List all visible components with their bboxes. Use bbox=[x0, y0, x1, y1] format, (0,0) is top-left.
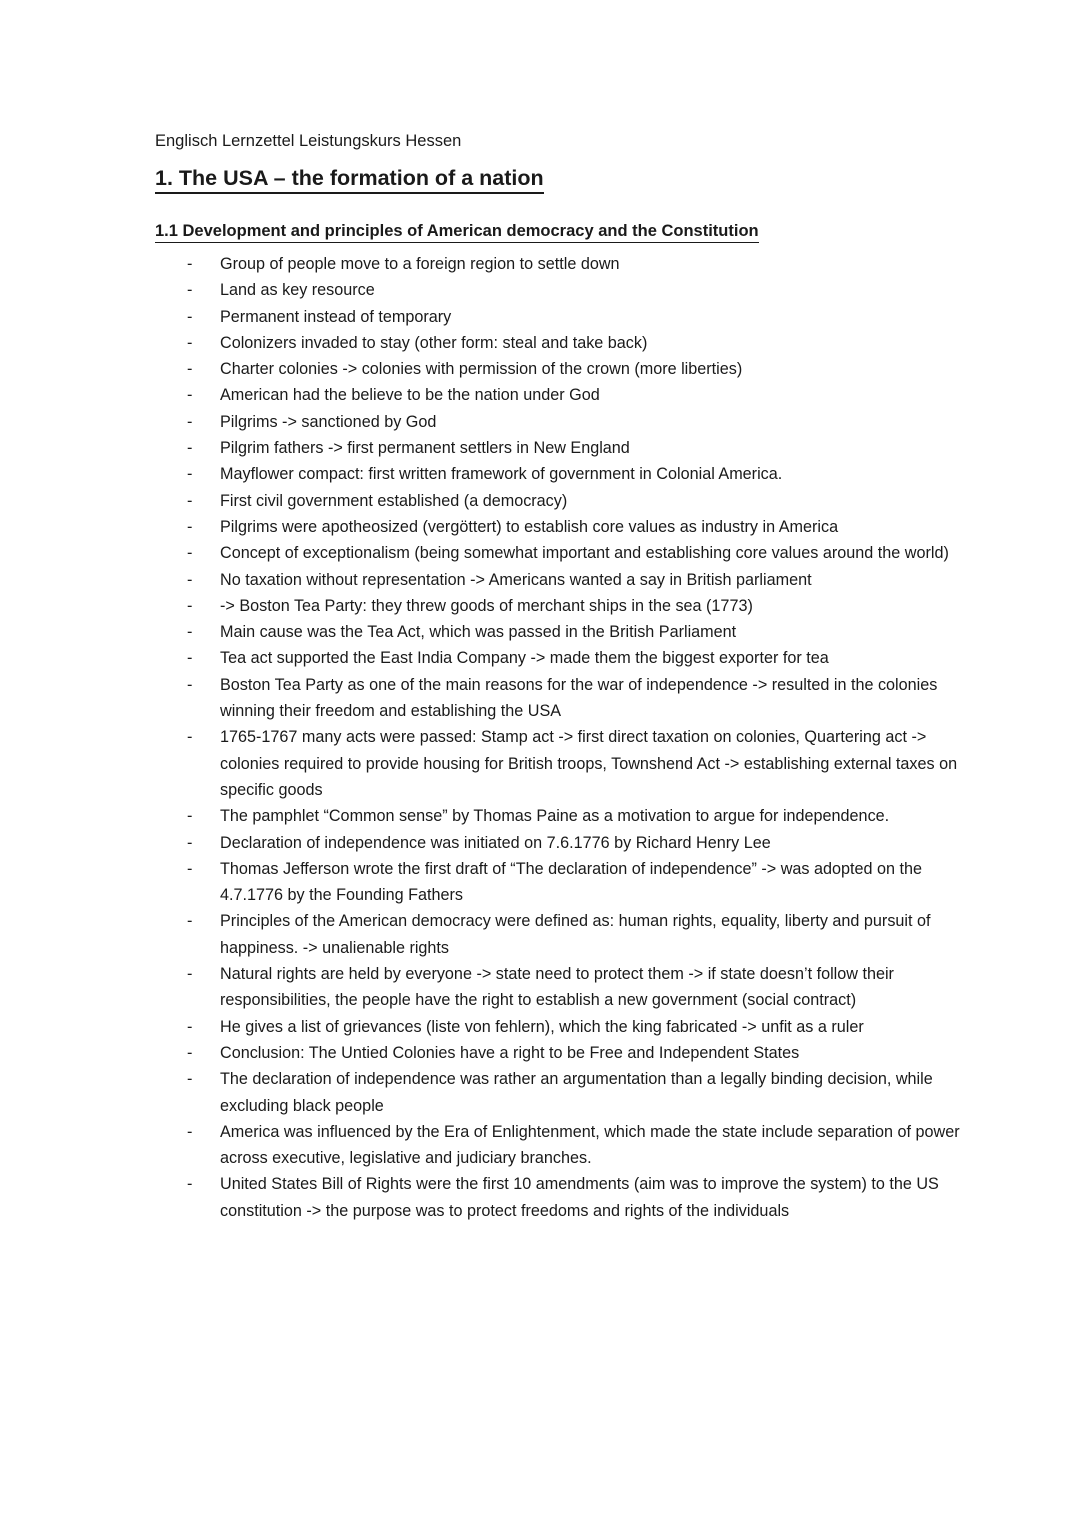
list-item bbox=[155, 593, 976, 619]
list-item bbox=[155, 830, 976, 856]
list-item bbox=[155, 277, 976, 303]
list-item bbox=[155, 356, 976, 382]
bullet-text: Colonizers invaded to stay (other form: steal and take back) bbox=[220, 333, 648, 352]
bullet-dash: - bbox=[187, 255, 193, 273]
bullet-text: Main cause was the Tea Act, which was passed in the British Parliament bbox=[220, 623, 737, 642]
list-item bbox=[155, 567, 976, 593]
bullet-dash: - bbox=[187, 412, 193, 431]
bullet-text: First civil government established (a democracy) bbox=[220, 491, 568, 510]
list-item bbox=[155, 856, 976, 909]
bullet-dash: - bbox=[187, 360, 193, 379]
bullet-text: Natural rights are held by everyone -> state need to protect them -> if state doesn’t follow their responsibilities, the people have the right to establish a new government (social contract) bbox=[220, 965, 894, 1010]
list-item bbox=[155, 672, 976, 725]
list-item bbox=[155, 619, 976, 645]
bullet-text: The declaration of independence was rather an argumentation than a legally binding decision, while excluding black people bbox=[220, 1070, 933, 1115]
list-item bbox=[155, 488, 976, 514]
bullet-text: Boston Tea Party as one of the main reasons for the war of independence -> resulted in the colonies winning their freedom and establishing the USA bbox=[220, 675, 938, 721]
bullet-dash: - bbox=[187, 439, 193, 458]
list-item bbox=[155, 409, 976, 435]
bullet-text: Charter colonies -> colonies with permission of the crown (more liberties) bbox=[220, 360, 743, 379]
bullet-dash: - bbox=[187, 649, 193, 668]
bullet-dash: - bbox=[187, 386, 193, 405]
bullet-dash: - bbox=[187, 1122, 193, 1141]
bullet-dash: - bbox=[187, 517, 193, 536]
list-item bbox=[155, 1014, 976, 1040]
list-item bbox=[155, 724, 976, 803]
heading-1-wrapper bbox=[155, 164, 976, 208]
bullet-text: Tea act supported the East India Company -> made them the biggest exporter for tea bbox=[220, 649, 829, 668]
bullet-dash: - bbox=[187, 465, 193, 484]
bullet-dash: - bbox=[187, 623, 193, 642]
bullet-dash: - bbox=[187, 859, 193, 878]
list-item bbox=[155, 382, 976, 408]
bullet-dash: - bbox=[187, 965, 193, 984]
document-subtitle: Englisch Lernzettel Leistungskurs Hessen bbox=[155, 132, 462, 150]
list-item bbox=[155, 961, 976, 1014]
bullet-dash: - bbox=[187, 807, 193, 826]
bullet-text: American had the believe to be the nation under God bbox=[220, 386, 600, 405]
bullet-dash: - bbox=[187, 281, 193, 300]
list-item bbox=[155, 514, 976, 540]
bullet-text: Group of people move to a foreign region to settle down bbox=[220, 255, 620, 273]
bullet-text: United States Bill of Rights were the first 10 amendments (aim was to improve the system) to the US constitution -> the purpose was to protect freedoms and rights of the individuals bbox=[220, 1175, 939, 1220]
bullet-dash: - bbox=[187, 307, 193, 326]
bullet-text: Land as key resource bbox=[220, 281, 375, 300]
bullet-dash: - bbox=[187, 333, 193, 352]
bullet-text: Pilgrims were apotheosized (vergöttert) to establish core values as industry in America bbox=[220, 517, 839, 536]
bullet-text: The pamphlet “Common sense” by Thomas Paine as a motivation to argue for independence. bbox=[220, 807, 890, 826]
bullet-dash: - bbox=[187, 544, 193, 563]
bullet-dash: - bbox=[187, 833, 193, 852]
bullet-dash: - bbox=[187, 570, 193, 589]
list-item bbox=[155, 1066, 976, 1119]
list-item bbox=[155, 803, 976, 829]
bullet-text: Mayflower compact: first written framework of government in Colonial America. bbox=[220, 465, 783, 484]
bullet-dash: - bbox=[187, 1043, 193, 1062]
list-item bbox=[155, 330, 976, 356]
bullet-text: Declaration of independence was initiated on 7.6.1776 by Richard Henry Lee bbox=[220, 833, 771, 852]
bullet-text: Concept of exceptionalism (being somewhat important and establishing core values around the world) bbox=[220, 544, 949, 563]
bullet-text: Principles of the American democracy were defined as: human rights, equality, liberty and pursuit of happiness. -> unalienable rights bbox=[220, 912, 931, 957]
bullet-list bbox=[155, 251, 976, 1224]
list-item bbox=[155, 251, 976, 277]
list-item bbox=[155, 540, 976, 566]
bullet-dash: - bbox=[187, 1017, 193, 1036]
bullet-text: America was influenced by the Era of Enlightenment, which made the state include separation of power across executive, legislative and judiciary branches. bbox=[220, 1122, 960, 1168]
list-item bbox=[155, 304, 976, 330]
bullet-text: Permanent instead of temporary bbox=[220, 307, 452, 326]
list-item bbox=[155, 1119, 976, 1172]
bullet-text: Conclusion: The Untied Colonies have a right to be Free and Independent States bbox=[220, 1043, 800, 1062]
list-item bbox=[155, 908, 976, 961]
bullet-text: Thomas Jefferson wrote the first draft of “The declaration of independence” -> was adopted on the 4.7.1776 by the Founding Fathers bbox=[220, 859, 923, 905]
bullet-text: Pilgrims -> sanctioned by God bbox=[220, 412, 437, 431]
heading-2-wrapper bbox=[155, 220, 976, 243]
bullet-dash: - bbox=[187, 728, 193, 747]
heading-1: 1. The USA – the formation of a nation bbox=[155, 164, 544, 194]
list-item bbox=[155, 1040, 976, 1066]
list-item bbox=[155, 435, 976, 461]
bullet-text: Pilgrim fathers -> first permanent settlers in New England bbox=[220, 439, 630, 458]
bullet-dash: - bbox=[187, 1070, 193, 1089]
bullet-text: No taxation without representation -> Americans wanted a say in British parliament bbox=[220, 570, 812, 589]
bullet-text: -> Boston Tea Party: they threw goods of merchant ships in the sea (1773) bbox=[220, 596, 753, 615]
list-item bbox=[155, 645, 976, 671]
list-item bbox=[155, 1171, 976, 1224]
bullet-dash: - bbox=[187, 596, 193, 615]
bullet-text: 1765-1767 many acts were passed: Stamp act -> first direct taxation on colonies, Quartering act -> colonies required to provide housing for British troops, Townshend Act -> establishing external taxes on specific goods bbox=[220, 728, 958, 799]
bullet-dash: - bbox=[187, 912, 193, 931]
bullet-dash: - bbox=[187, 675, 193, 694]
bullet-dash: - bbox=[187, 1175, 193, 1194]
bullet-dash: - bbox=[187, 491, 193, 510]
heading-2: 1.1 Development and principles of American democracy and the Constitution bbox=[155, 220, 759, 243]
bullet-text: He gives a list of grievances (liste von fehlern), which the king fabricated -> unfit as a ruler bbox=[220, 1017, 864, 1036]
list-item bbox=[155, 461, 976, 487]
